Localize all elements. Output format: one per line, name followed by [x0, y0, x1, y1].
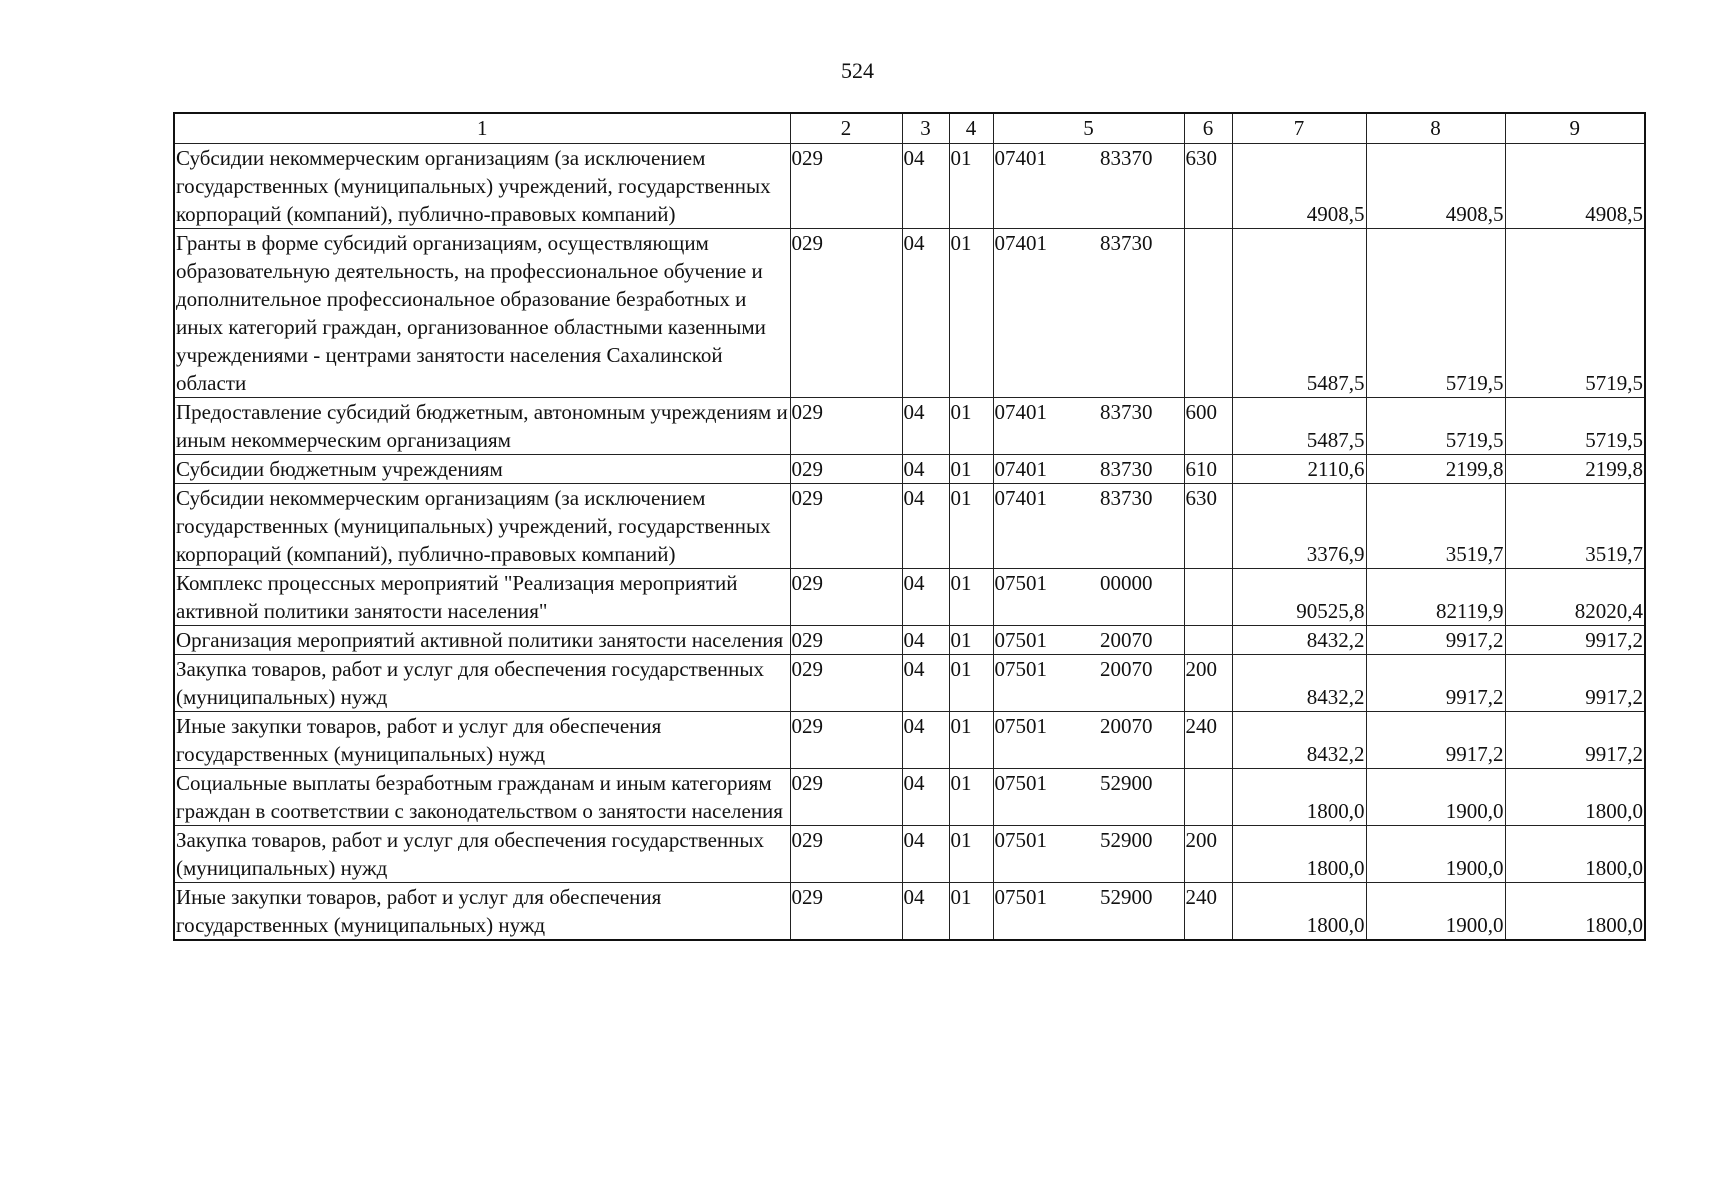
row-name: Закупка товаров, работ и услуг для обеспечения государственных (муниципальных) нужд: [174, 826, 790, 883]
row-code-5-direction: 20070: [1100, 657, 1153, 681]
row-value-7: 3376,9: [1232, 484, 1366, 569]
row-code-5-direction: 20070: [1100, 628, 1153, 652]
row-value-7: 4908,5: [1232, 144, 1366, 229]
row-code-3: 04: [902, 398, 949, 455]
header-cell: 7: [1232, 113, 1366, 144]
row-value-8: 2199,8: [1366, 455, 1505, 484]
row-value-9: 1800,0: [1505, 883, 1645, 941]
row-code-5-program: 07501: [994, 628, 1047, 652]
row-code-3: 04: [902, 655, 949, 712]
row-code-6: 200: [1184, 655, 1232, 712]
row-code-4: 01: [949, 769, 993, 826]
row-code-6: [1184, 626, 1232, 655]
row-code-6: 630: [1184, 484, 1232, 569]
row-code-3: 04: [902, 626, 949, 655]
table-row: [174, 883, 1645, 941]
row-code-6: 240: [1184, 883, 1232, 941]
row-value-8: 3519,7: [1366, 484, 1505, 569]
row-code-6: 610: [1184, 455, 1232, 484]
row-value-7: 8432,2: [1232, 655, 1366, 712]
row-code-5: [993, 655, 1184, 712]
budget-table: [173, 112, 1646, 941]
header-row: [174, 113, 1645, 144]
row-value-8: 9917,2: [1366, 712, 1505, 769]
row-code-5: [993, 569, 1184, 626]
row-code-5-direction: 83730: [1100, 486, 1153, 510]
row-code-4: 01: [949, 455, 993, 484]
row-code-2: 029: [790, 144, 902, 229]
header-cell: 8: [1366, 113, 1505, 144]
row-code-3: 04: [902, 144, 949, 229]
row-value-9: 4908,5: [1505, 144, 1645, 229]
row-code-4: 01: [949, 826, 993, 883]
row-code-5: [993, 398, 1184, 455]
table-row: [174, 569, 1645, 626]
header-cell: 3: [902, 113, 949, 144]
row-code-5: [993, 883, 1184, 941]
row-code-5: [993, 769, 1184, 826]
row-code-2: 029: [790, 626, 902, 655]
row-value-9: 1800,0: [1505, 769, 1645, 826]
row-code-6: 600: [1184, 398, 1232, 455]
row-code-6: 200: [1184, 826, 1232, 883]
row-code-5-program: 07501: [994, 657, 1047, 681]
row-code-3: 04: [902, 229, 949, 398]
row-value-9: 9917,2: [1505, 712, 1645, 769]
row-code-4: 01: [949, 229, 993, 398]
row-code-6: [1184, 229, 1232, 398]
row-code-5-program: 07501: [994, 828, 1047, 852]
row-code-4: 01: [949, 484, 993, 569]
header-cell: 6: [1184, 113, 1232, 144]
row-code-5-direction: 83730: [1100, 231, 1153, 255]
row-code-2: 029: [790, 455, 902, 484]
row-value-8: 9917,2: [1366, 655, 1505, 712]
row-value-7: 1800,0: [1232, 826, 1366, 883]
row-code-2: 029: [790, 569, 902, 626]
row-code-3: 04: [902, 484, 949, 569]
row-value-8: 5719,5: [1366, 398, 1505, 455]
row-code-6: [1184, 769, 1232, 826]
row-name: Иные закупки товаров, работ и услуг для обеспечения государственных (муниципальных) нужд: [174, 883, 790, 941]
row-code-6: 240: [1184, 712, 1232, 769]
row-name: Предоставление субсидий бюджетным, автономным учреждениям и иным некоммерческим организациям: [174, 398, 790, 455]
row-name: Социальные выплаты безработным гражданам и иным категориям граждан в соответствии с законодательством о занятости населения: [174, 769, 790, 826]
row-code-2: 029: [790, 769, 902, 826]
row-code-3: 04: [902, 769, 949, 826]
row-code-5: [993, 826, 1184, 883]
row-value-9: 3519,7: [1505, 484, 1645, 569]
row-value-9: 5719,5: [1505, 229, 1645, 398]
row-value-8: 5719,5: [1366, 229, 1505, 398]
table-row: [174, 769, 1645, 826]
table-row: [174, 144, 1645, 229]
row-name: Закупка товаров, работ и услуг для обеспечения государственных (муниципальных) нужд: [174, 655, 790, 712]
row-code-5-direction: 00000: [1100, 571, 1153, 595]
row-name: Субсидии некоммерческим организациям (за исключением государственных (муниципальных) учреждений, государственных корпораций (компаний), публично-правовых компаний): [174, 144, 790, 229]
table-row: [174, 484, 1645, 569]
row-code-6: [1184, 569, 1232, 626]
row-value-8: 1900,0: [1366, 769, 1505, 826]
row-code-5: [993, 484, 1184, 569]
row-code-5: [993, 229, 1184, 398]
row-code-5-direction: 20070: [1100, 714, 1153, 738]
table-row: [174, 455, 1645, 484]
row-name: Субсидии некоммерческим организациям (за исключением государственных (муниципальных) учреждений, государственных корпораций (компаний), публично-правовых компаний): [174, 484, 790, 569]
row-value-9: 82020,4: [1505, 569, 1645, 626]
row-code-5-program: 07501: [994, 714, 1047, 738]
row-code-2: 029: [790, 826, 902, 883]
row-code-5-program: 07501: [994, 885, 1047, 909]
header-cell: 4: [949, 113, 993, 144]
row-code-3: 04: [902, 569, 949, 626]
row-name: Организация мероприятий активной политики занятости населения: [174, 626, 790, 655]
row-code-3: 04: [902, 883, 949, 941]
row-code-5-direction: 52900: [1100, 885, 1153, 909]
row-value-7: 90525,8: [1232, 569, 1366, 626]
row-name: Гранты в форме субсидий организациям, осуществляющим образовательную деятельность, на профессиональное обучение и дополнительное профессиональное образование безработных и иных категорий граждан, организованное областными казенными учреждениями - центрами занятости населения Сахалинской области: [174, 229, 790, 398]
table-row: [174, 626, 1645, 655]
row-value-9: 2199,8: [1505, 455, 1645, 484]
row-code-2: 029: [790, 655, 902, 712]
row-code-4: 01: [949, 655, 993, 712]
row-code-5-direction: 83370: [1100, 146, 1153, 170]
header-cell: 5: [993, 113, 1184, 144]
row-value-7: 8432,2: [1232, 626, 1366, 655]
row-value-9: 5719,5: [1505, 398, 1645, 455]
row-code-5-direction: 83730: [1100, 457, 1153, 481]
row-name: Иные закупки товаров, работ и услуг для обеспечения государственных (муниципальных) нужд: [174, 712, 790, 769]
header-cell: 2: [790, 113, 902, 144]
row-code-5-program: 07401: [994, 486, 1047, 510]
row-value-7: 5487,5: [1232, 229, 1366, 398]
row-value-7: 2110,6: [1232, 455, 1366, 484]
row-code-5-program: 07501: [994, 571, 1047, 595]
row-code-4: 01: [949, 398, 993, 455]
row-value-8: 9917,2: [1366, 626, 1505, 655]
row-code-5-direction: 52900: [1100, 828, 1153, 852]
row-code-2: 029: [790, 712, 902, 769]
table-row: [174, 655, 1645, 712]
table-row: [174, 712, 1645, 769]
row-code-2: 029: [790, 883, 902, 941]
row-value-8: 4908,5: [1366, 144, 1505, 229]
page-number: 524: [841, 58, 874, 83]
row-code-2: 029: [790, 229, 902, 398]
row-code-5-direction: 83730: [1100, 400, 1153, 424]
row-code-2: 029: [790, 398, 902, 455]
table-body: [174, 144, 1645, 941]
row-value-9: 9917,2: [1505, 655, 1645, 712]
row-code-4: 01: [949, 712, 993, 769]
row-name: Комплекс процессных мероприятий "Реализация мероприятий активной политики занятости населения": [174, 569, 790, 626]
row-code-3: 04: [902, 826, 949, 883]
row-value-8: 1900,0: [1366, 883, 1505, 941]
header-cell: 1: [174, 113, 790, 144]
row-code-3: 04: [902, 712, 949, 769]
row-code-5-direction: 52900: [1100, 771, 1153, 795]
table-row: [174, 826, 1645, 883]
row-value-9: 9917,2: [1505, 626, 1645, 655]
row-code-5-program: 07401: [994, 146, 1047, 170]
row-value-8: 1900,0: [1366, 826, 1505, 883]
row-code-5-program: 07501: [994, 771, 1047, 795]
row-code-5-program: 07401: [994, 400, 1047, 424]
row-value-7: 5487,5: [1232, 398, 1366, 455]
row-value-7: 8432,2: [1232, 712, 1366, 769]
row-code-5: [993, 144, 1184, 229]
table-row: [174, 229, 1645, 398]
row-code-5: [993, 455, 1184, 484]
row-code-5-program: 07401: [994, 231, 1047, 255]
row-value-7: 1800,0: [1232, 883, 1366, 941]
row-value-9: 1800,0: [1505, 826, 1645, 883]
table-row: [174, 398, 1645, 455]
row-value-8: 82119,9: [1366, 569, 1505, 626]
row-name: Субсидии бюджетным учреждениям: [174, 455, 790, 484]
row-code-4: 01: [949, 883, 993, 941]
row-value-7: 1800,0: [1232, 769, 1366, 826]
row-code-4: 01: [949, 626, 993, 655]
row-code-5: [993, 626, 1184, 655]
row-code-2: 029: [790, 484, 902, 569]
row-code-4: 01: [949, 144, 993, 229]
row-code-3: 04: [902, 455, 949, 484]
row-code-5-program: 07401: [994, 457, 1047, 481]
header-cell: 9: [1505, 113, 1645, 144]
row-code-6: 630: [1184, 144, 1232, 229]
row-code-5: [993, 712, 1184, 769]
row-code-4: 01: [949, 569, 993, 626]
